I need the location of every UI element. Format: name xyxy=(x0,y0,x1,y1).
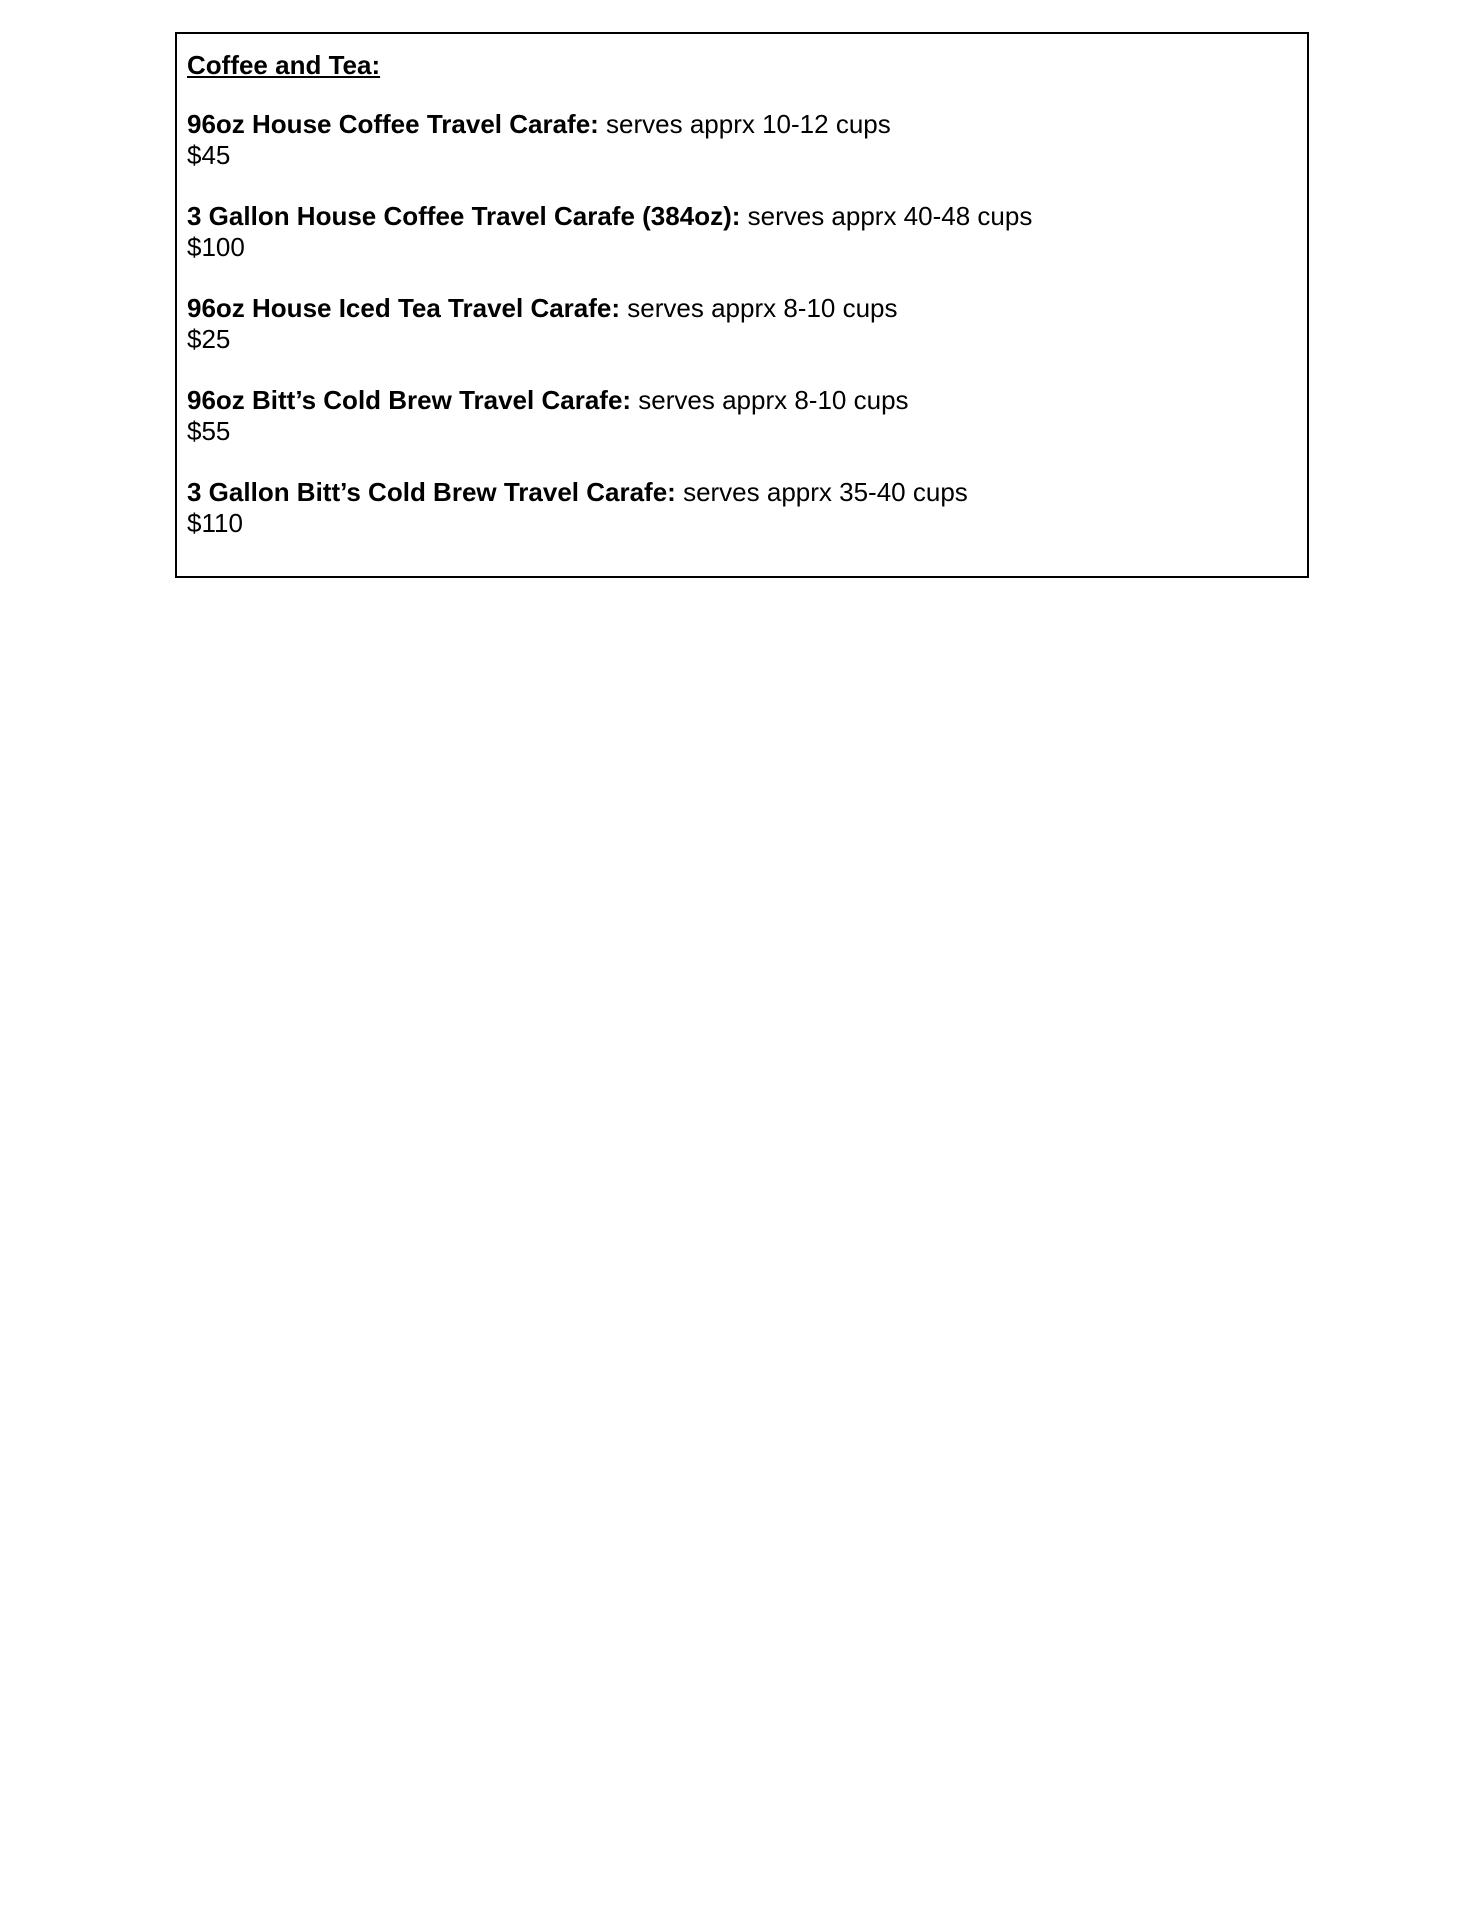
menu-item-description: serves apprx 8-10 cups xyxy=(631,385,909,415)
menu-item-line xyxy=(187,201,1297,232)
menu-box xyxy=(175,32,1309,578)
menu-item-name: 96oz House Iced Tea Travel Carafe: xyxy=(187,293,621,323)
menu-item-price: $55 xyxy=(187,416,231,446)
menu-item-name: 96oz Bitt’s Cold Brew Travel Carafe: xyxy=(187,385,632,415)
menu-item xyxy=(187,109,1297,171)
menu-item-description: serves apprx 8-10 cups xyxy=(620,293,898,323)
menu-item-description: serves apprx 40-48 cups xyxy=(740,201,1033,231)
menu-item-price: $45 xyxy=(187,140,231,170)
menu-item-price: $25 xyxy=(187,324,231,354)
menu-item xyxy=(187,385,1297,447)
menu-item-line xyxy=(187,293,1297,324)
menu-item xyxy=(187,201,1297,263)
menu-item-line xyxy=(187,385,1297,416)
menu-item-price: $100 xyxy=(187,232,245,262)
menu-item-name: 3 Gallon Bitt’s Cold Brew Travel Carafe: xyxy=(187,477,676,507)
menu-item-name: 96oz House Coffee Travel Carafe: xyxy=(187,109,599,139)
menu-item-line xyxy=(187,109,1297,140)
menu-item-line xyxy=(187,477,1297,508)
menu-item-description: serves apprx 10-12 cups xyxy=(598,109,891,139)
menu-item xyxy=(187,477,1297,539)
menu-item xyxy=(187,293,1297,355)
menu-item-price: $110 xyxy=(187,508,243,538)
section-title: Coffee and Tea: xyxy=(187,50,381,80)
menu-item-description: serves apprx 35-40 cups xyxy=(675,477,968,507)
menu-item-name: 3 Gallon House Coffee Travel Carafe (384oz): xyxy=(187,201,741,231)
